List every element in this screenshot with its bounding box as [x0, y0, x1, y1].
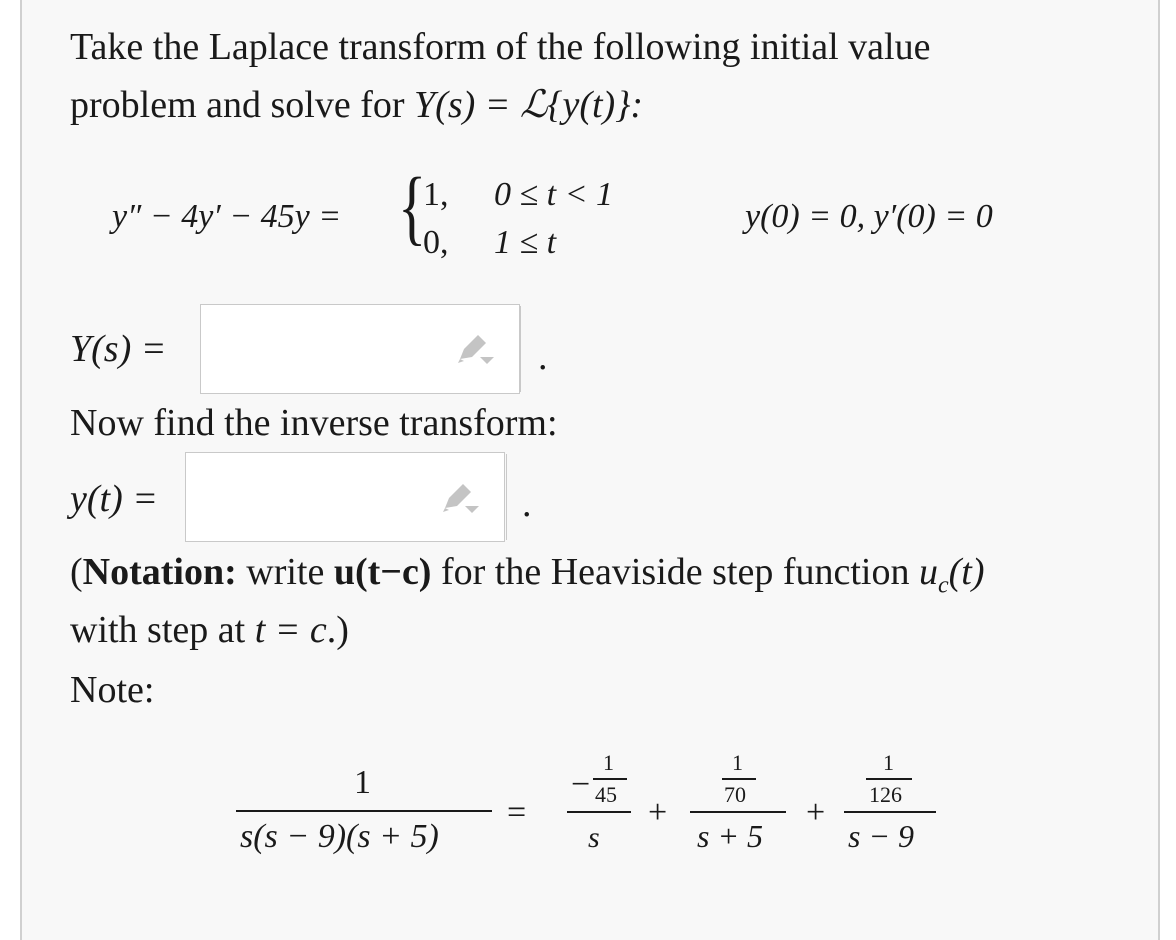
term-1-bar — [567, 811, 631, 813]
notation-code: u(t−c) — [333, 551, 432, 593]
term-1-inner-num: 1 — [603, 750, 614, 775]
term-2-inner-den: 70 — [724, 782, 746, 807]
intro-line-2 — [70, 86, 643, 124]
lhs-denominator: s(s − 9)(s + 5) — [240, 818, 439, 855]
term-1-den: s — [588, 821, 600, 854]
notation-line-2 — [70, 611, 349, 649]
term-3-inner-num: 1 — [883, 750, 894, 775]
notation-text-2: for the Heaviside step function — [431, 551, 919, 593]
term-3-inner-bar — [866, 778, 912, 780]
term-2-inner-bar — [722, 778, 756, 780]
term-2-den: s + 5 — [697, 818, 764, 854]
pencil-icon[interactable] — [441, 482, 481, 514]
y-period: . — [522, 483, 532, 525]
intro-line-1: Take the Laplace transform of the following initial value — [70, 26, 931, 68]
notation-line-2-math: t = c — [254, 609, 327, 651]
Y-input-divider — [520, 306, 521, 392]
notation-math: u — [919, 551, 938, 593]
notation-line-1 — [70, 553, 985, 598]
y-label: y(t) = — [70, 478, 158, 520]
notation-math-tail: (t) — [948, 551, 985, 593]
plus-sign-1: + — [648, 794, 668, 831]
case-2-condition: 1 ≤ t — [494, 224, 557, 261]
term-1-sign: − — [571, 766, 591, 803]
notation-math-sub: c — [938, 572, 949, 599]
term-1-inner-bar — [593, 778, 627, 780]
case-1-value: 1, — [423, 176, 449, 213]
case-1-condition: 0 ≤ t < 1 — [494, 176, 614, 213]
y-input-divider — [506, 454, 507, 540]
Y-label: Y(s) = — [70, 328, 167, 370]
term-3-inner-den: 126 — [869, 782, 902, 807]
case-2-value: 0, — [423, 224, 449, 261]
intro-line-2-text: problem and solve for — [70, 84, 415, 126]
term-3-den: s − 9 — [848, 818, 915, 854]
equals-sign: = — [507, 794, 527, 831]
term-2-inner-num: 1 — [732, 750, 743, 775]
initial-conditions: y(0) = 0, y′(0) = 0 — [745, 198, 993, 235]
lhs-fraction-bar — [236, 810, 492, 812]
Y-period: . — [538, 336, 548, 378]
term-1-inner-den: 45 — [595, 782, 617, 807]
inverse-prompt: Now find the inverse transform: — [70, 402, 558, 444]
pencil-icon[interactable] — [456, 333, 496, 365]
notation-line-2-close: .) — [326, 609, 349, 651]
term-3-bar — [844, 811, 936, 813]
plus-sign-2: + — [806, 794, 826, 831]
ode-lhs: y″ − 4y′ − 45y = — [112, 198, 342, 235]
notation-open-paren: ( — [70, 551, 83, 593]
intro-line-2-math: Y(s) = ℒ{y(t)}: — [414, 84, 644, 126]
notation-bold-label: Notation: — [82, 551, 237, 593]
piecewise-brace: { — [398, 161, 427, 254]
lhs-numerator: 1 — [354, 764, 371, 801]
note-label: Note: — [70, 669, 155, 711]
notation-text-1: write — [236, 551, 334, 593]
term-2-bar — [690, 811, 786, 813]
notation-line-2-text: with step at — [70, 609, 255, 651]
